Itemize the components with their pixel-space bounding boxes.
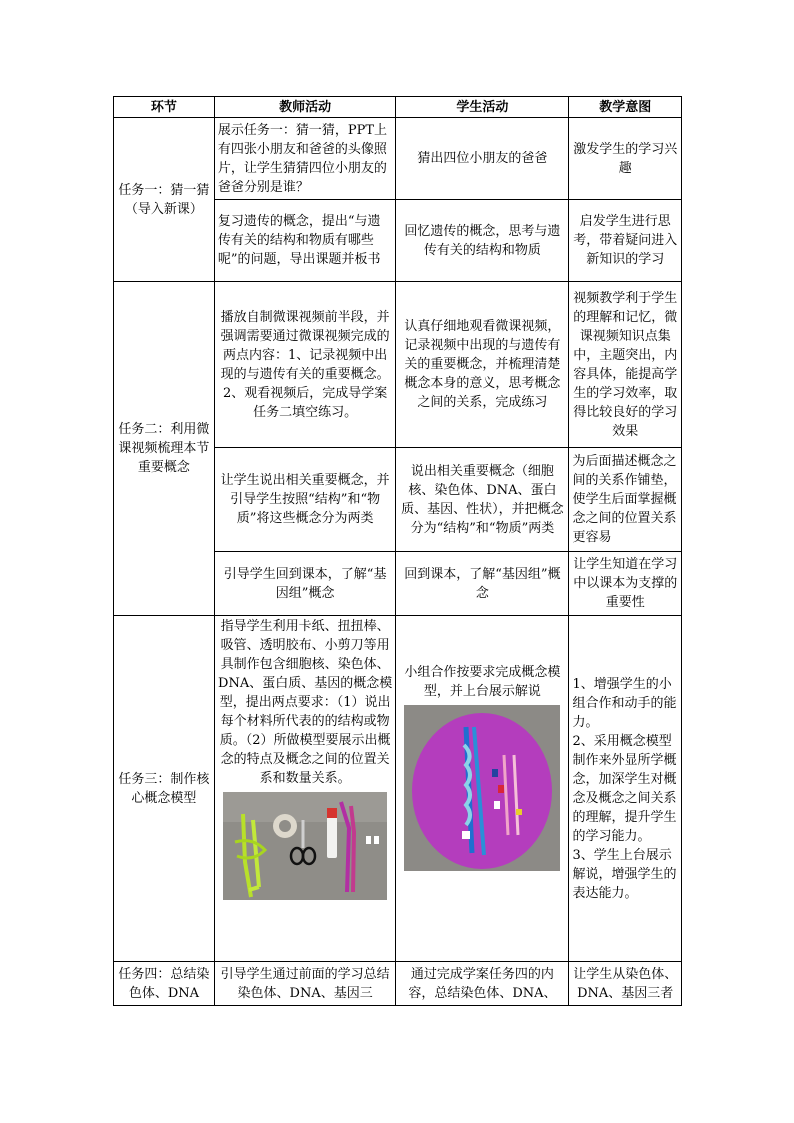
- task1-student-1: 猜出四位小朋友的爸爸: [396, 118, 569, 200]
- header-stage: 环节: [114, 97, 215, 118]
- header-intent: 教学意图: [569, 97, 682, 118]
- task4-intent: 让学生从染色体、DNA、基因三者: [569, 962, 682, 1006]
- task2-student-2: 说出相关重要概念（细胞核、染色体、DNA、蛋白质、基因、性状），并把概念分为“结构”和“物质”两类: [396, 448, 569, 552]
- task2-intent-3: 让学生知道在学习中以课本为支撑的重要性: [569, 552, 682, 616]
- table-row: [114, 118, 682, 200]
- table-row: [114, 962, 682, 1006]
- model-photo: [404, 705, 560, 871]
- gene-label: [462, 831, 470, 839]
- task1-intent-1: 激发学生的学习兴趣: [569, 118, 682, 200]
- header-student: 学生活动: [396, 97, 569, 118]
- task2-intent-2: 为后面描述概念之间的关系作铺垫，使学生后面掌握概念之间的位置关系更容易: [569, 448, 682, 552]
- task1-stage: 任务一：猜一猜 （导入新课）: [114, 118, 215, 282]
- task2-teacher-3: 引导学生回到课本，了解“基因组”概念: [214, 552, 396, 616]
- gene-label: [498, 785, 504, 793]
- gene-label: [492, 769, 498, 777]
- glue-stick: [327, 812, 337, 858]
- task3-student-cell: [396, 616, 569, 962]
- gene-label: [516, 809, 522, 815]
- task2-teacher-2: 让学生说出相关重要概念，并引导学生按照“结构”和“物质”将这些概念分为两类: [214, 448, 396, 552]
- header-teacher: 教师活动: [214, 97, 396, 118]
- paper-label: [374, 836, 379, 844]
- task3-teacher-cell: [214, 616, 396, 962]
- task1-teacher-1: 展示任务一：猜一猜，PPT上有四张小朋友和爸爸的头像照片，让学生猜猜四位小朋友的爸爸分别是谁？: [214, 118, 396, 200]
- task2-intent-1: 视频教学利于学生的理解和记忆，微课视频知识点集中，主题突出，内容具体，能提高学生的学习效率，取得比较良好的学习效果: [569, 282, 682, 448]
- task3-student: 小组合作按要求完成概念模型，并上台展示解说: [404, 665, 561, 699]
- task2-student-1: 认真仔细地观看微课视频，记录视频中出现的与遗传有关的重要概念，并梳理清楚概念本身的意义，思考概念之间的关系，完成练习: [396, 282, 569, 448]
- task4-teacher: 引导学生通过前面的学习总结染色体、DNA、基因三: [214, 962, 396, 1006]
- materials-photo: [223, 792, 387, 900]
- table-row: [114, 282, 682, 448]
- task1-student-2: 回忆遗传的概念，思考与遗传有关的结构和物质: [396, 200, 569, 282]
- photo-wall: [223, 792, 387, 822]
- table-row: [114, 616, 682, 962]
- task2-teacher-1: 播放自制微课视频前半段，并强调需要通过微课视频完成的两点内容：1、记录视频中出现的与遗传有关的重要概念。2、观看视频后，完成导学案任务二填空练习。: [214, 282, 396, 448]
- task3-intent: 1、增强学生的小组合作和动手的能力。 2、采用概念模型制作来外显所学概念，加深学生对概念及概念之间关系的理解，提升学生的学习能力。 3、学生上台展示解说，增强学生的表达能力。: [569, 616, 682, 962]
- table-header-row: [114, 97, 682, 118]
- gene-label: [494, 801, 500, 809]
- task1-teacher-2: 复习遗传的概念，提出“与遗传有关的结构和物质有哪些呢”的问题，导出课题并板书: [214, 200, 396, 282]
- task1-intent-2: 启发学生进行思考，带着疑问进入新知识的学习: [569, 200, 682, 282]
- task4-stage: 任务四：总结染色体、DNA: [114, 962, 215, 1006]
- task3-stage: 任务三：制作核心概念模型: [114, 616, 215, 962]
- lesson-plan-table: [113, 96, 682, 1006]
- paper-label: [366, 836, 371, 844]
- task2-stage: 任务二：利用微课视频梳理本节重要概念: [114, 282, 215, 616]
- task2-student-3: 回到课本，了解“基因组”概念: [396, 552, 569, 616]
- task3-teacher: 指导学生利用卡纸、扭扭棒、吸管、透明胶布、小剪刀等用具制作包含细胞核、染色体、DNA、蛋白质、基因的概念模型，提出两点要求：（1）说出每个材料所代表的的结构或物质。（2）所做模型要展示出概念的特点及概念之间的位置关系和数量关系。: [218, 619, 393, 786]
- task4-student: 通过完成学案任务四的内容，总结染色体、DNA、: [396, 962, 569, 1006]
